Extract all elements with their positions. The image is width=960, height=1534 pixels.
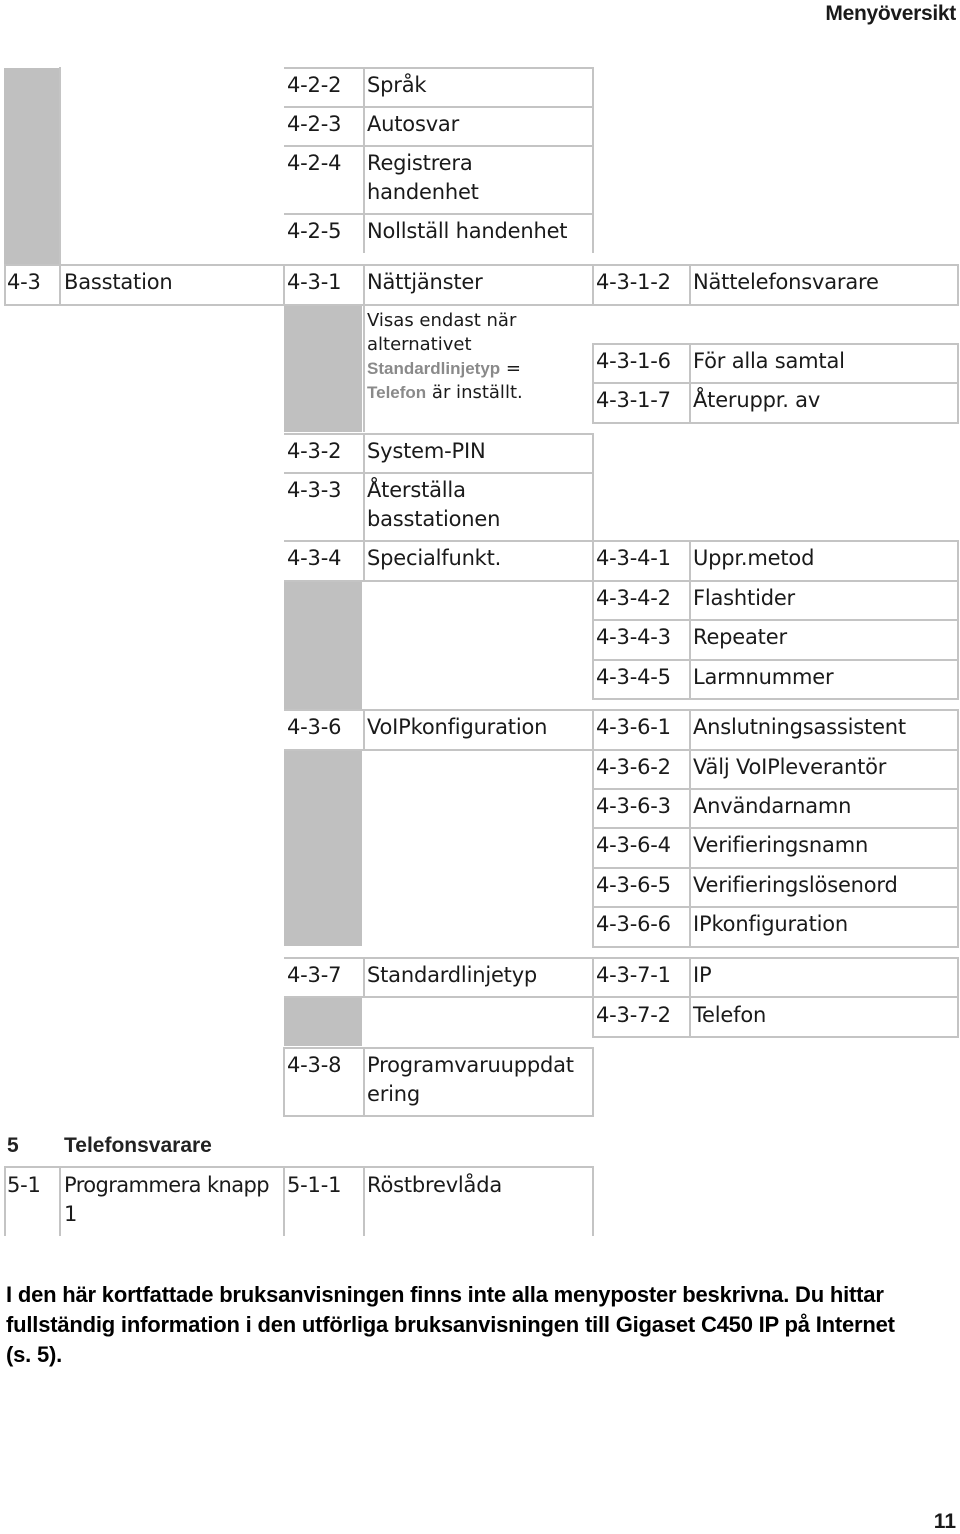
menu-label: Verifieringsnamn: [693, 833, 869, 857]
menu-label: För alla samtal: [693, 349, 845, 373]
menu-code: 4-2-2: [287, 73, 342, 97]
menu-code: 4-3-1-7: [596, 388, 671, 412]
menu-code: 4-3-6-2: [596, 755, 671, 779]
menu-label: Basstation: [64, 270, 173, 294]
menu-label: Larmnummer: [693, 665, 834, 689]
menu-label: Registrera handenhet: [367, 151, 479, 204]
menu-code: 4-2-5: [287, 219, 342, 243]
menu-code: 4-3-7-1: [596, 963, 671, 987]
menu-code: 5-1-1: [287, 1173, 342, 1197]
menu-code: 4-3-2: [287, 439, 342, 463]
menu-label: Återställa basstationen: [367, 478, 501, 531]
menu-code: 4-2-3: [287, 112, 342, 136]
footer-note: I den här kortfattade bruksanvisningen finns inte alla menyposter beskrivna. Du hittar fullständig information i den utförliga bruksanvisningen till Gigaset C450 IP på Internet (s. 5).: [6, 1282, 895, 1367]
menu-label: System-PIN: [367, 439, 486, 463]
menu-code: 5-1: [7, 1173, 41, 1197]
menu-label: Programmera knapp 1: [64, 1173, 269, 1226]
menu-code: 4-3-6-1: [596, 715, 671, 739]
menu-label: Repeater: [693, 625, 787, 649]
menu-label: Specialfunkt.: [367, 546, 502, 570]
page-header-title: Menyöversikt: [825, 2, 956, 25]
menu-code: 4-3-4-3: [596, 625, 671, 649]
section-number: 5: [7, 1134, 19, 1157]
menu-code: 4-3-4-2: [596, 586, 671, 610]
menu-code: 4-3-4-5: [596, 665, 671, 689]
menu-label: VoIPkonfiguration: [367, 715, 548, 739]
menu-label: Nättelefonsvarare: [693, 270, 879, 294]
indent-block: [284, 581, 362, 709]
menu-label: Uppr.metod: [693, 546, 815, 570]
menu-label: Autosvar: [367, 112, 460, 136]
menu-code: 4-3-4-1: [596, 546, 671, 570]
menu-code: 4-3-4: [287, 546, 342, 570]
section-title: Telefonsvarare: [64, 1134, 212, 1157]
menu-label: Anslutningsassistent: [693, 715, 906, 739]
menu-label: IPkonfiguration: [693, 912, 849, 936]
menu-code: 4-3-7-2: [596, 1003, 671, 1027]
menu-code: 4-3-1-6: [596, 349, 671, 373]
menu-label: Återuppr. av: [693, 388, 821, 412]
menu-code: 4-3-1-2: [596, 270, 671, 294]
menu-label: Standardlinjetyp: [367, 963, 538, 987]
indent-block: [284, 998, 362, 1046]
menu-code: 4-3-6-6: [596, 912, 671, 936]
menu-code: 4-3-7: [287, 963, 342, 987]
menu-label: Flashtider: [693, 586, 795, 610]
indent-block: [4, 68, 60, 264]
menu-code: 4-3-6: [287, 715, 342, 739]
menu-label: Nollställ handenhet: [367, 219, 568, 243]
menu-code: 4-3-6-3: [596, 794, 671, 818]
menu-label: Användarnamn: [693, 794, 852, 818]
menu-code: 4-3: [7, 270, 41, 294]
indent-block: [284, 750, 362, 946]
menu-code: 4-3-6-4: [596, 833, 671, 857]
menu-label: Programvaruuppdat ering: [367, 1053, 574, 1106]
menu-label: Verifieringslösenord: [693, 873, 898, 897]
menu-code: 4-3-1: [287, 270, 342, 294]
menu-label: Språk: [367, 73, 427, 97]
menu-label: Telefon: [693, 1003, 767, 1027]
menu-label: Röstbrevlåda: [367, 1173, 503, 1197]
menu-label: Välj VoIPleverantör: [693, 755, 887, 779]
page-number: 11: [933, 1510, 956, 1533]
menu-code: 4-3-6-5: [596, 873, 671, 897]
menu-code: 4-3-3: [287, 478, 342, 502]
menu-code: 4-2-4: [287, 151, 342, 175]
visibility-note: Visas endast när alternativet Standardlinjetyp = Telefon är inställt.: [367, 310, 523, 403]
menu-code: 4-3-8: [287, 1053, 342, 1077]
menu-label: IP: [693, 963, 712, 987]
menu-label: Nättjänster: [367, 270, 483, 294]
indent-block: [284, 306, 362, 432]
